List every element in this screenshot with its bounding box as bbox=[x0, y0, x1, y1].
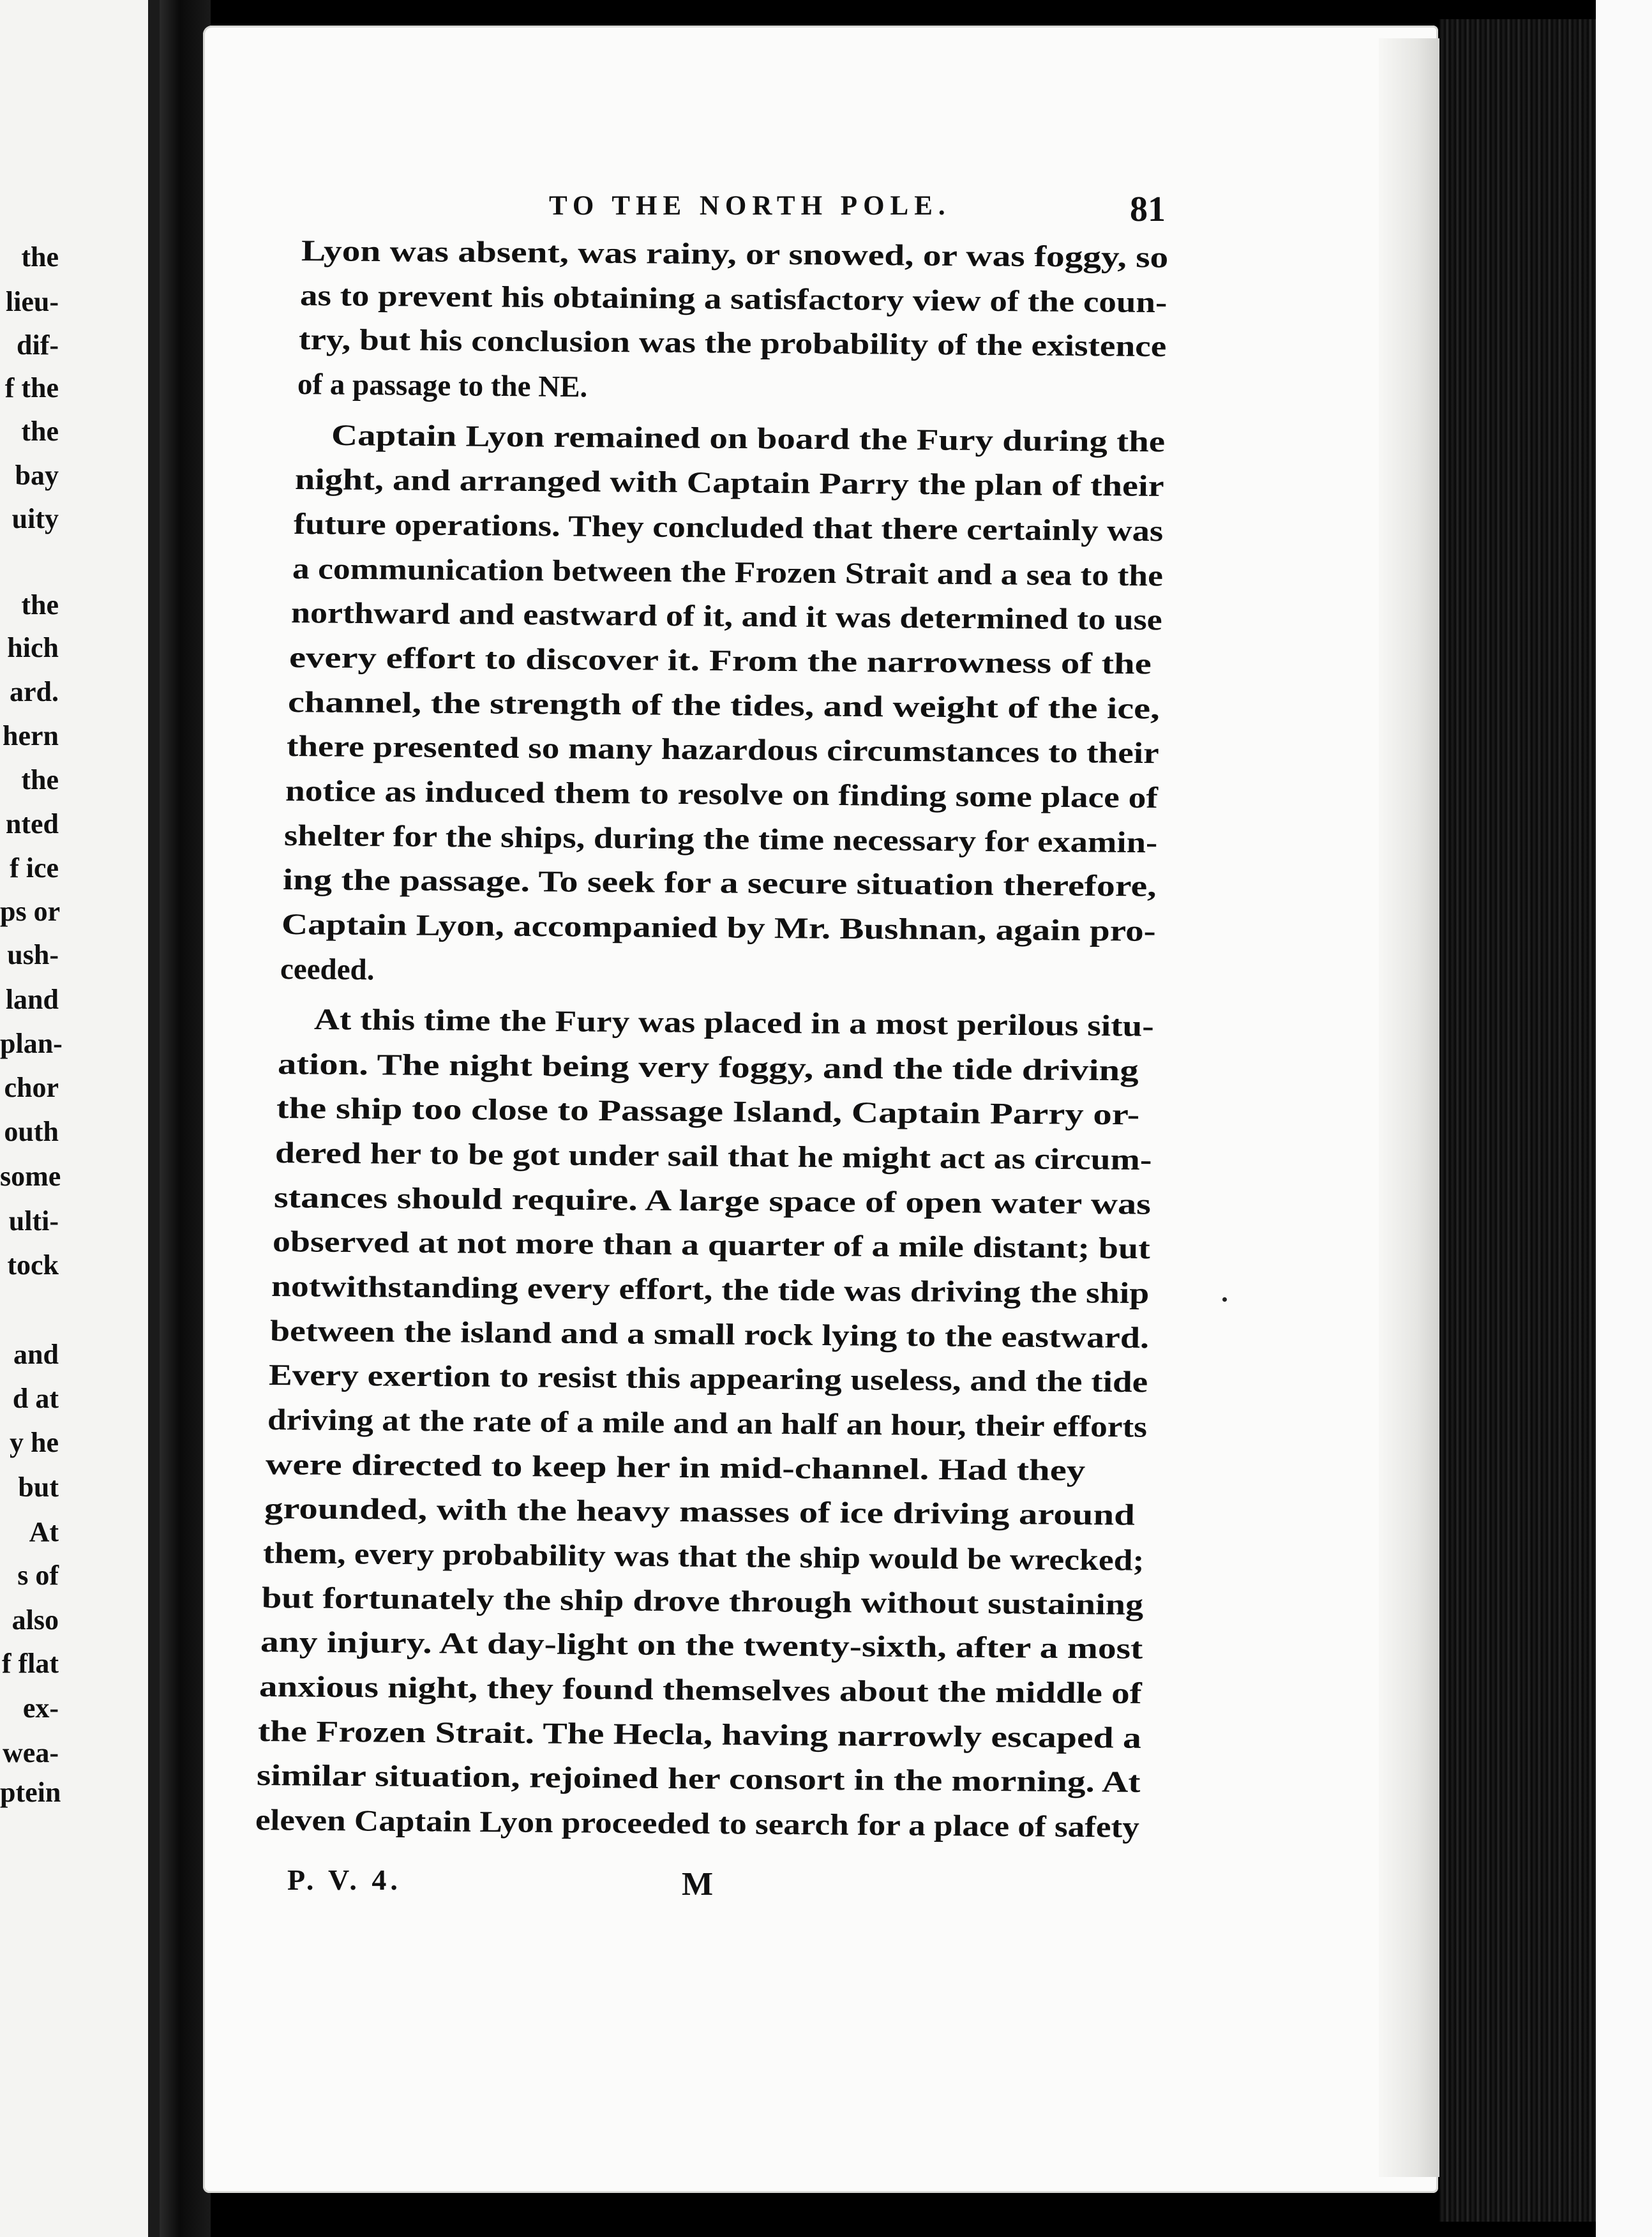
text-line: night, and arranged with Captain Parry the plan of their bbox=[294, 463, 1164, 504]
text-line: them, every probability was that the ship would be wrecked; bbox=[263, 1537, 1145, 1578]
left-page-line: the bbox=[21, 764, 59, 795]
left-page-line: ulti- bbox=[8, 1205, 59, 1237]
left-page-line: uity bbox=[11, 503, 59, 534]
left-page-line: ard. bbox=[10, 676, 59, 707]
left-page-line: lieu- bbox=[5, 286, 59, 317]
left-page-line: ptein bbox=[0, 1777, 61, 1808]
left-page-line: some bbox=[0, 1161, 61, 1192]
left-page-line: the bbox=[21, 589, 59, 621]
text-line: Captain Lyon remained on board the Fury during the bbox=[331, 418, 1166, 458]
left-page-line: f flat bbox=[1, 1648, 59, 1679]
text-line: shelter for the ships, during the time necessary for examin- bbox=[283, 818, 1158, 859]
left-page-line: wea- bbox=[3, 1737, 59, 1768]
left-page-line: At bbox=[29, 1516, 59, 1548]
text-line: At this time the Fury was placed in a most perilous situ- bbox=[313, 1003, 1155, 1043]
text-line: the ship too close to Passage Island, Captain Parry or- bbox=[276, 1092, 1140, 1132]
left-page-line: ush- bbox=[7, 939, 59, 970]
text-line: were directed to keep her in mid-channel. Had they bbox=[266, 1447, 1086, 1488]
text-line: channel, the strength of the tides, and weight of the ice, bbox=[288, 685, 1160, 726]
text-line: grounded, with the heavy masses of ice driving around bbox=[264, 1492, 1136, 1532]
text-line: Lyon was absent, was rainy, or snowed, or was foggy, so bbox=[301, 234, 1169, 275]
text-line: stances should require. A large space of open water was bbox=[273, 1180, 1151, 1221]
text-line: anxious night, they found themselves about the middle of bbox=[259, 1670, 1143, 1710]
text-line: between the island and a small rock lying to the eastward. bbox=[269, 1314, 1149, 1355]
left-page-line: but bbox=[18, 1472, 59, 1503]
text-line: the Frozen Strait. The Hecla, having narrowly escaped a bbox=[257, 1714, 1142, 1755]
printer-signature: P. V. 4. bbox=[287, 1864, 402, 1896]
text-line: try, but his conclusion was the probability of the existence bbox=[298, 323, 1167, 364]
left-page-line: the bbox=[21, 416, 59, 447]
left-page-line: nted bbox=[5, 808, 59, 840]
text-line: Every exertion to resist this appearing useless, and the tide bbox=[268, 1359, 1148, 1399]
running-head: TO THE NORTH POLE. bbox=[549, 191, 951, 221]
text-line: ation. The night being very foggy, and the tide driving bbox=[277, 1047, 1139, 1088]
left-page-line: tock bbox=[7, 1249, 59, 1281]
left-page-line: ps or bbox=[0, 896, 61, 927]
left-page-line: ex- bbox=[22, 1692, 59, 1724]
left-page-line: f ice bbox=[10, 852, 59, 884]
left-page-line: f the bbox=[4, 372, 59, 403]
text-line: a communication between the Frozen Strait and a sea to the bbox=[292, 552, 1163, 593]
text-line: similar situation, rejoined her consort in the morning. At bbox=[256, 1759, 1141, 1800]
page-number: 81 bbox=[1130, 190, 1166, 229]
left-page-line: land bbox=[5, 984, 59, 1015]
text-line: but fortunately the ship drove through without sustaining bbox=[261, 1581, 1144, 1622]
left-page-line: plan- bbox=[0, 1028, 63, 1059]
text-line: driving at the rate of a mile and an half an hour, their efforts bbox=[267, 1403, 1147, 1444]
left-page-line: bay bbox=[15, 460, 59, 491]
left-page-line: hich bbox=[7, 632, 59, 663]
text-line: there presented so many hazardous circumstances to their bbox=[287, 730, 1160, 771]
left-page-line: y he bbox=[10, 1427, 59, 1458]
text-line: ing the passage. To seek for a secure situation therefore, bbox=[282, 863, 1157, 903]
text-line: future operations. They concluded that there certainly was bbox=[293, 507, 1164, 548]
text-line: notice as induced them to resolve on finding some place of bbox=[285, 774, 1159, 815]
text-line: every effort to discover it. From the narrowness of the bbox=[289, 640, 1152, 681]
text-line: dered her to be got under sail that he might act as circum- bbox=[274, 1136, 1152, 1177]
left-page-line: dif- bbox=[17, 329, 59, 361]
text-line: Captain Lyon, accompanied by Mr. Bushnan, again pro- bbox=[281, 907, 1157, 948]
left-page-line: hern bbox=[3, 720, 59, 751]
left-page-line: and bbox=[13, 1339, 59, 1370]
text-line: any injury. At day-light on the twenty-sixth, after a most bbox=[260, 1625, 1143, 1666]
text-line: observed at not more than a quarter of a mile distant; but bbox=[272, 1225, 1150, 1266]
left-page-line: s of bbox=[17, 1560, 59, 1591]
text-line: northward and eastward of it, and it was determined to use bbox=[290, 596, 1162, 637]
gathering-mark: M bbox=[682, 1866, 714, 1902]
left-page-line: chor bbox=[4, 1072, 59, 1103]
ink-speck bbox=[1222, 1297, 1227, 1302]
left-page-line: also bbox=[11, 1604, 59, 1636]
text-line: as to prevent his obtaining a satisfactory view of the coun- bbox=[299, 278, 1168, 319]
text-line: of a passage to the NE. bbox=[297, 367, 588, 404]
left-page-line: d at bbox=[12, 1383, 59, 1414]
left-page-line: the bbox=[21, 241, 59, 273]
text-line: ceeded. bbox=[280, 952, 375, 986]
left-page-line: outh bbox=[4, 1116, 59, 1147]
text-line: eleven Captain Lyon proceeded to search for a place of safety bbox=[255, 1804, 1140, 1844]
text-line: notwithstanding every effort, the tide was driving the ship bbox=[271, 1270, 1150, 1311]
